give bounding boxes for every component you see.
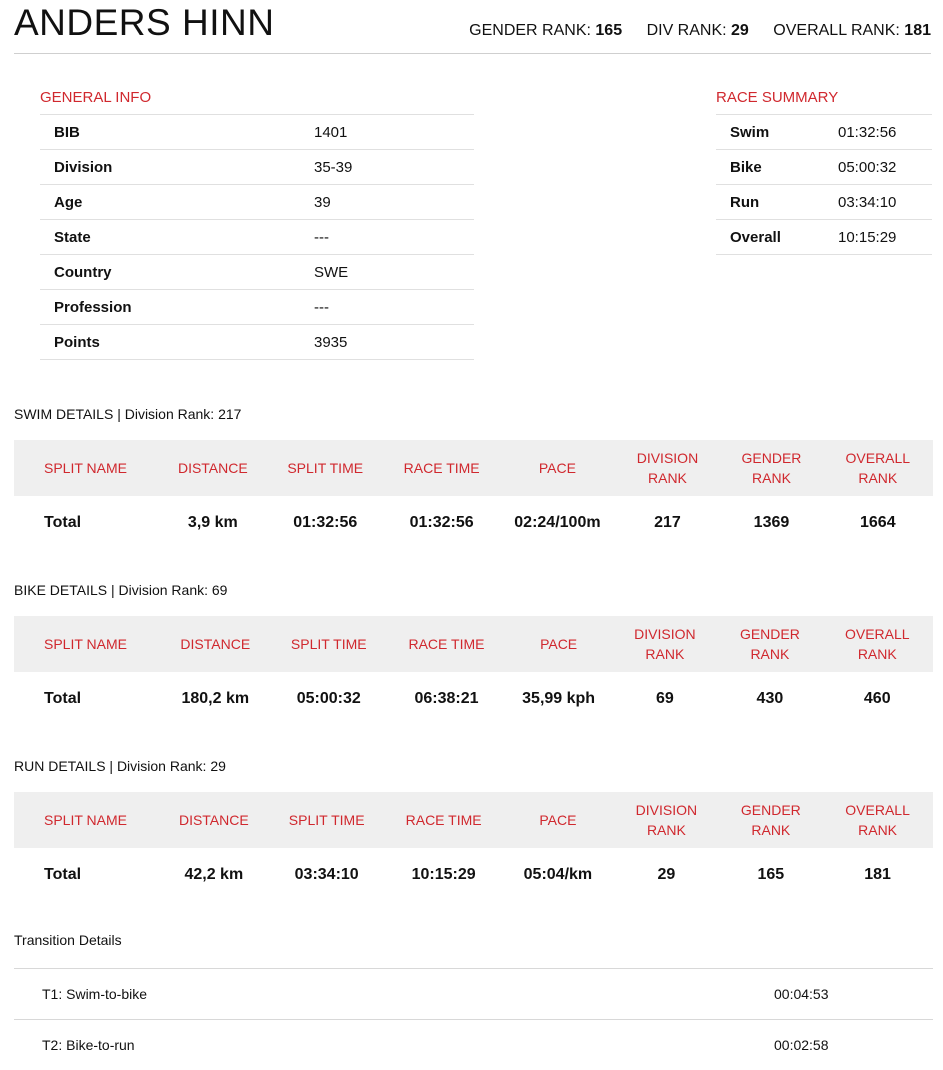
race-summary-table <box>716 114 932 255</box>
division-rank-header <box>611 616 718 672</box>
split-time-header <box>270 616 387 672</box>
pace-header <box>506 616 612 672</box>
distance-header <box>159 792 269 848</box>
column-header-text: RACE TIME <box>408 636 485 652</box>
transition-details-title: Transition Details <box>14 932 122 948</box>
race-summary-row <box>716 185 932 220</box>
gender-rank-header <box>720 440 822 496</box>
pace-cell: 05:04/km <box>523 866 593 883</box>
info-value: 39 <box>300 185 474 220</box>
summary-value: 01:32:56 <box>824 115 932 150</box>
bike-details-title: BIKE DETAILS | Division Rank: 69 <box>14 582 228 598</box>
column-header-text: DISTANCE <box>178 812 249 828</box>
general-info-row <box>40 290 474 325</box>
general-info-title: GENERAL INFO <box>40 89 152 106</box>
info-key: BIB <box>40 115 300 150</box>
column-header-text: OVERALL <box>845 450 911 466</box>
div-rank-label: DIV RANK: <box>646 22 727 39</box>
general-info-row <box>40 220 474 255</box>
column-header-text: PACE <box>539 812 577 828</box>
summary-key: Bike <box>716 150 824 185</box>
pace-cell: 35,99 kph <box>522 690 596 707</box>
info-value: --- <box>300 220 474 255</box>
column-header-text: PACE <box>540 636 578 652</box>
column-header-text: GENDER <box>741 450 802 466</box>
race-time-cell: 06:38:21 <box>414 690 479 707</box>
column-header-text: DIVISION <box>635 802 698 818</box>
gender-rank-header <box>718 616 821 672</box>
summary-value: 03:34:10 <box>824 185 932 220</box>
column-header-text: RANK <box>750 646 790 662</box>
column-header-text: SPLIT TIME <box>290 636 367 652</box>
split-time-cell: 05:00:32 <box>296 690 361 707</box>
info-key: Division <box>40 150 300 185</box>
info-key: Profession <box>40 290 300 325</box>
general-info-row <box>40 185 474 220</box>
column-header-text: RANK <box>858 470 898 486</box>
race-time-cell: 10:15:29 <box>411 866 476 883</box>
division-rank-cell: 217 <box>654 514 681 531</box>
gender-rank-label: GENDER RANK: <box>469 22 591 39</box>
distance-cell: 180,2 km <box>181 690 250 707</box>
info-key: State <box>40 220 300 255</box>
transition-name: T1: Swim-to-bike <box>42 986 148 1002</box>
column-header-text: OVERALL <box>844 626 910 642</box>
race-time-cell: 01:32:56 <box>409 514 474 531</box>
distance-header <box>158 440 267 496</box>
athlete-ranks <box>449 22 931 40</box>
info-value: --- <box>300 290 474 325</box>
race-summary-title: RACE SUMMARY <box>716 89 839 106</box>
pace-cell: 02:24/100m <box>514 514 601 531</box>
column-header-text: RANK <box>646 822 686 838</box>
info-value: 1401 <box>300 115 474 150</box>
pace-header <box>503 792 614 848</box>
column-header-text: SPLIT NAME <box>44 636 127 652</box>
split-time-header <box>267 440 383 496</box>
info-value: 35-39 <box>300 150 474 185</box>
gender-rank-cell: 430 <box>756 690 784 707</box>
overall-rank-header <box>822 616 933 672</box>
splits-total-row <box>14 848 933 902</box>
div-rank-value: 29 <box>731 22 749 39</box>
column-header-text: DIVISION <box>634 626 696 642</box>
split-time-cell: 01:32:56 <box>293 514 358 531</box>
general-info-table <box>40 114 474 360</box>
overall-rank-label: OVERALL RANK: <box>773 22 900 39</box>
column-header-text: RANK <box>751 822 791 838</box>
splits-total-row <box>14 672 933 726</box>
race-time-header <box>387 616 506 672</box>
transition-name: T2: Bike-to-run <box>42 1037 135 1053</box>
column-header-text: GENDER <box>740 802 801 818</box>
split-name-cell: Total <box>44 690 82 707</box>
info-key: Age <box>40 185 300 220</box>
pace-header <box>500 440 614 496</box>
info-value: 3935 <box>300 325 474 360</box>
gender-rank-cell: 165 <box>757 866 785 883</box>
swim-details-title: SWIM DETAILS | Division Rank: 217 <box>14 406 242 422</box>
general-info-row <box>40 115 474 150</box>
overall-rank-header <box>823 440 933 496</box>
summary-value: 05:00:32 <box>824 150 932 185</box>
splits-total-row <box>14 496 933 550</box>
column-header-text: RANK <box>857 646 897 662</box>
transition-time: 00:02:58 <box>774 1037 829 1053</box>
column-header-text: SPLIT TIME <box>287 460 364 476</box>
split-name-header <box>14 792 159 848</box>
gender-rank-cell: 1369 <box>753 514 790 531</box>
general-info-row <box>40 255 474 290</box>
general-info-row <box>40 150 474 185</box>
column-header-text: DISTANCE <box>180 636 251 652</box>
gender-rank <box>469 22 622 39</box>
overall-rank <box>773 22 931 39</box>
transition-row <box>14 1019 933 1070</box>
split-name-cell: Total <box>44 866 82 883</box>
info-key: Country <box>40 255 300 290</box>
distance-header <box>160 616 270 672</box>
column-header-text: SPLIT TIME <box>288 812 365 828</box>
info-value: SWE <box>300 255 474 290</box>
race-time-header <box>385 792 503 848</box>
distance-cell: 3,9 km <box>187 514 238 531</box>
run-details-title: RUN DETAILS | Division Rank: 29 <box>14 758 226 774</box>
overall-rank-cell: 460 <box>863 690 891 707</box>
transition-time: 00:04:53 <box>774 986 829 1002</box>
div-rank <box>647 22 749 39</box>
split-name-header <box>14 440 158 496</box>
split-name-cell: Total <box>44 514 82 531</box>
splits-header-row <box>14 616 933 672</box>
column-header-text: SPLIT NAME <box>44 460 127 476</box>
column-header-text: PACE <box>538 460 576 476</box>
split-name-header <box>14 616 160 672</box>
split-time-cell: 03:34:10 <box>294 866 359 883</box>
info-key: Points <box>40 325 300 360</box>
race-summary-row <box>716 220 932 255</box>
overall-rank-cell: 1664 <box>860 514 896 531</box>
summary-key: Swim <box>716 115 824 150</box>
race-time-header <box>383 440 500 496</box>
athlete-name: ANDERS HINN <box>14 2 275 43</box>
column-header-text: RACE TIME <box>405 812 482 828</box>
summary-value: 10:15:29 <box>824 220 932 255</box>
splits-header-row <box>14 440 933 496</box>
division-rank-cell: 69 <box>655 690 674 707</box>
division-rank-cell: 29 <box>657 866 676 883</box>
transition-row <box>14 968 933 1019</box>
swim-splits-table <box>14 440 933 550</box>
column-header-text: DIVISION <box>636 450 699 466</box>
distance-cell: 42,2 km <box>184 866 244 883</box>
column-header-text: RACE TIME <box>403 460 480 476</box>
gender-rank-value: 165 <box>595 22 623 39</box>
column-header-text: RANK <box>858 822 898 838</box>
column-header-text: RANK <box>752 470 791 486</box>
summary-key: Run <box>716 185 824 220</box>
header-divider <box>14 53 931 54</box>
summary-key: Overall <box>716 220 824 255</box>
column-header-text: GENDER <box>739 626 800 642</box>
general-info-row <box>40 325 474 360</box>
division-rank-header <box>615 440 721 496</box>
column-header-text: DISTANCE <box>177 460 248 476</box>
column-header-text: SPLIT NAME <box>44 812 127 828</box>
race-summary-row <box>716 115 932 150</box>
run-splits-table <box>14 792 933 902</box>
column-header-text: RANK <box>648 470 687 486</box>
bike-splits-table <box>14 616 933 726</box>
race-summary-row <box>716 150 932 185</box>
column-header-text: OVERALL <box>845 802 910 818</box>
overall-rank-header <box>822 792 933 848</box>
splits-header-row <box>14 792 933 848</box>
division-rank-header <box>613 792 719 848</box>
column-header-text: RANK <box>645 646 685 662</box>
overall-rank-value: 181 <box>904 22 931 39</box>
overall-rank-cell: 181 <box>864 866 891 883</box>
gender-rank-header <box>719 792 822 848</box>
split-time-header <box>269 792 385 848</box>
